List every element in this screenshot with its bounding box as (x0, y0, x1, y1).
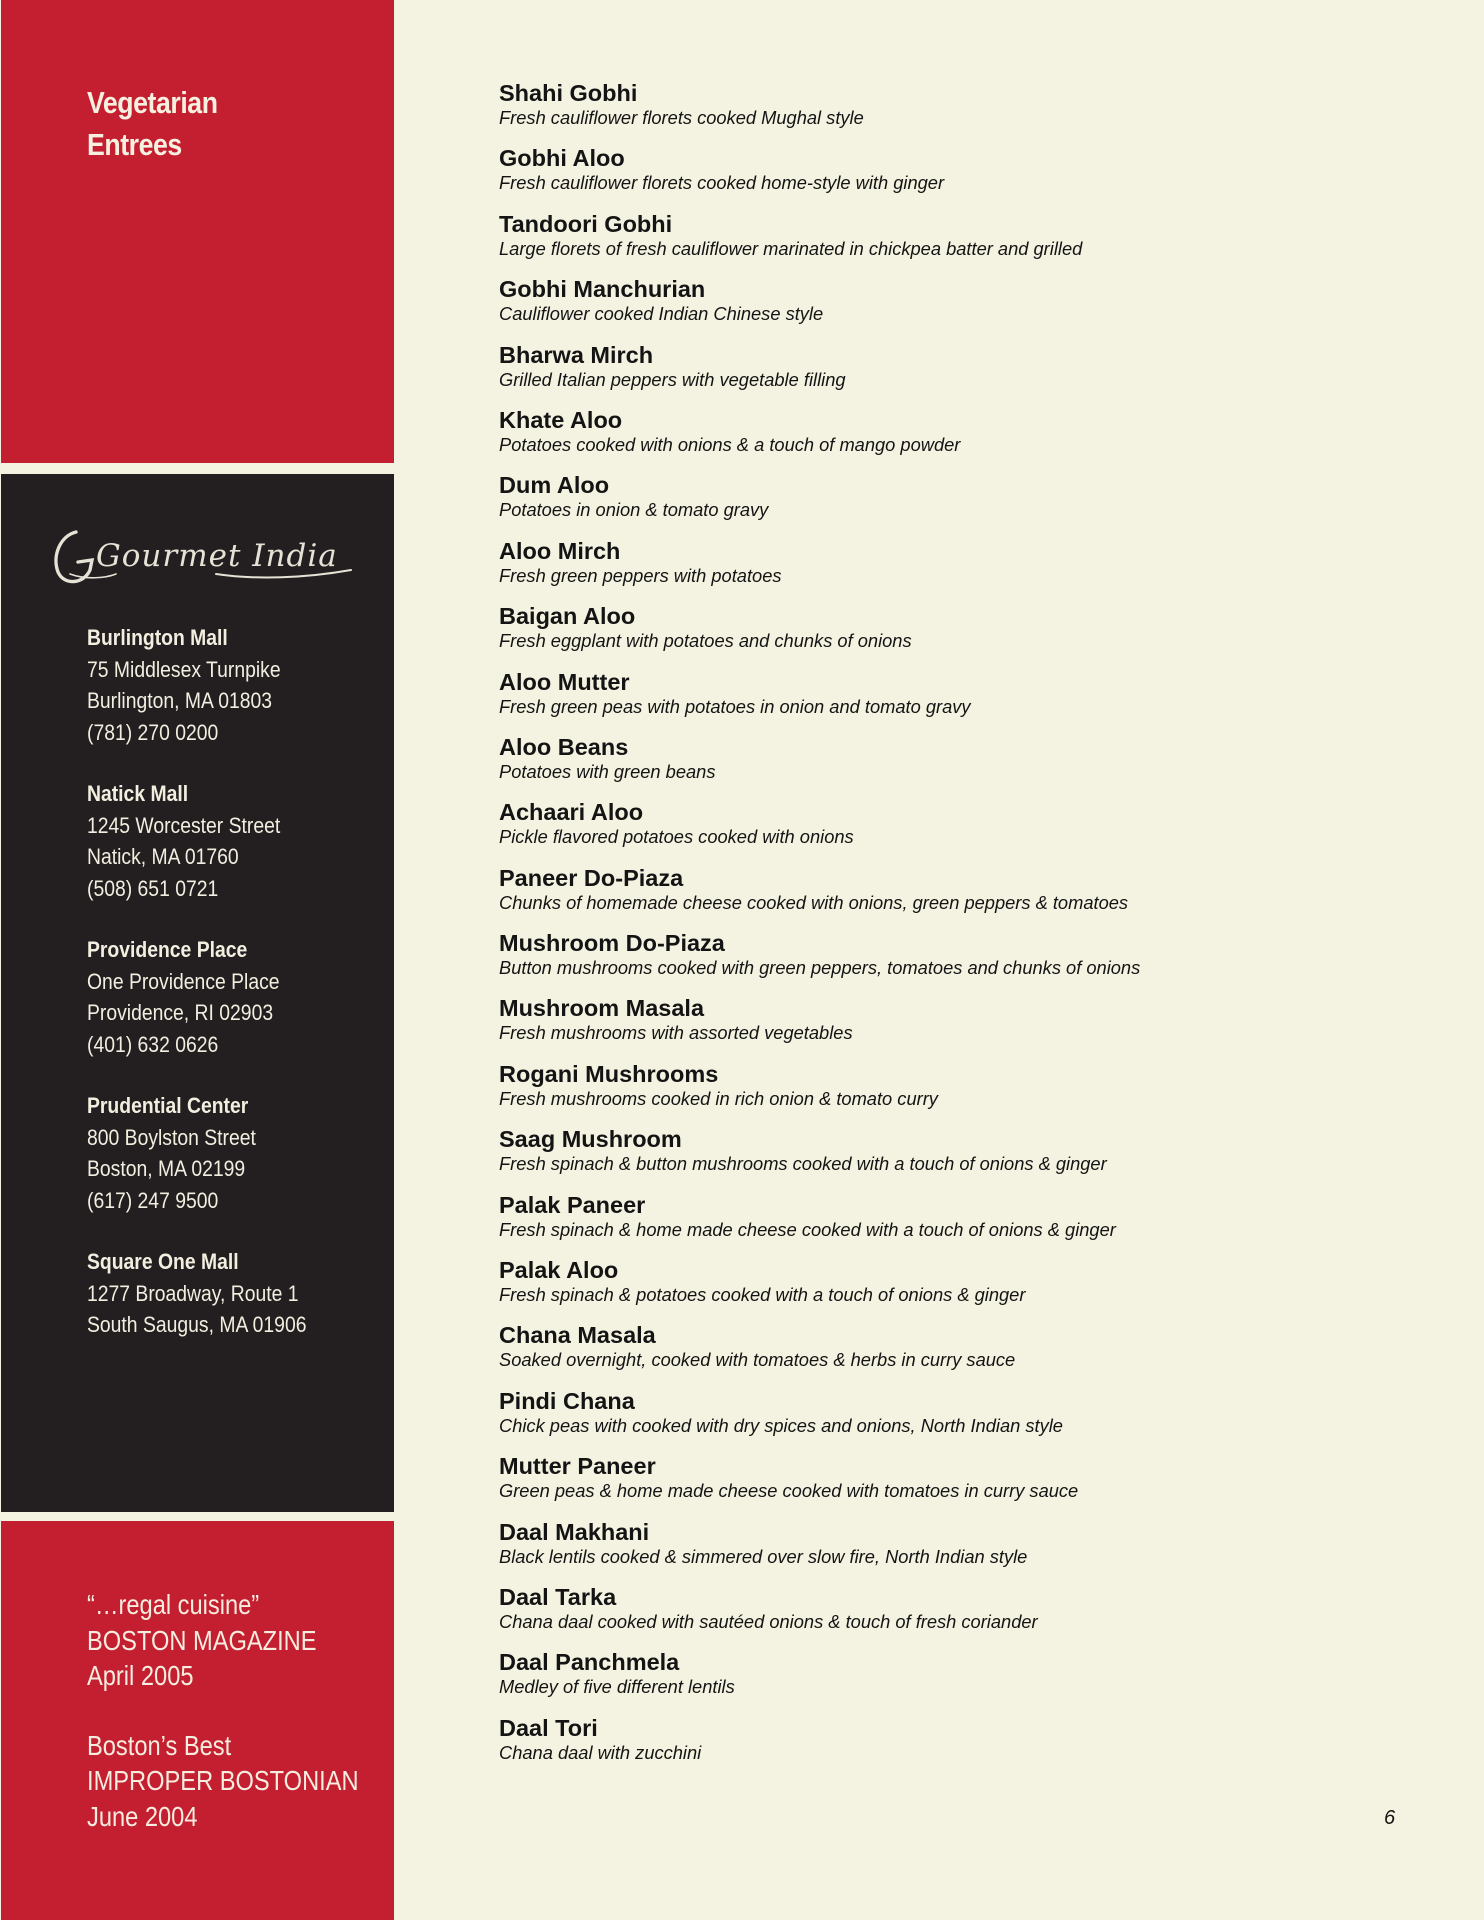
menu-item-name: Chana Masala (499, 1322, 656, 1349)
quote-date: June 2004 (87, 1800, 198, 1832)
location-natick (87, 778, 387, 904)
menu-item (499, 1715, 1459, 1780)
location-phone: (401) 632 0626 (87, 1031, 219, 1057)
section-title (87, 82, 218, 166)
location-phone: (508) 651 0721 (87, 875, 219, 901)
menu-item-description: Fresh cauliflower florets cooked Mughal style (499, 107, 864, 128)
menu-item (499, 799, 1459, 864)
menu-item-description: Fresh green peppers with potatoes (499, 564, 782, 586)
quote-source: BOSTON MAGAZINE (87, 1624, 317, 1656)
menu-item (499, 603, 1459, 668)
menu-item (499, 1649, 1459, 1714)
location-name: Prudential Center (87, 1093, 249, 1118)
location-phone: (781) 270 0200 (87, 719, 219, 745)
location-name: Square One Mall (87, 1249, 239, 1274)
press-quotes (87, 1587, 387, 1868)
menu-item-name: Aloo Beans (499, 733, 629, 760)
gourmet-india-logo (46, 514, 356, 594)
press-quote (87, 1728, 387, 1835)
quote-date: April 2005 (87, 1660, 194, 1691)
location-prudential (87, 1090, 387, 1216)
menu-item-name: Mutter Paneer (499, 1453, 656, 1480)
press-quote (87, 1587, 387, 1694)
menu-item-name: Aloo Mirch (499, 537, 621, 564)
menu-item-name: Khate Aloo (499, 406, 623, 433)
menu-item (499, 734, 1459, 799)
menu-item (499, 1453, 1459, 1518)
location-name: Natick Mall (87, 781, 189, 806)
menu-item-name: Bharwa Mirch (499, 341, 654, 368)
location-address-line: 800 Boylston Street (87, 1124, 256, 1150)
menu-item (499, 472, 1459, 537)
menu-item-description: Pickle flavored potatoes cooked with onions (499, 826, 854, 848)
menu-item-description: Cauliflower cooked Indian Chinese style (499, 303, 824, 325)
section-header-panel (1, 0, 394, 463)
menu-item (499, 1322, 1459, 1387)
menu-item (499, 1257, 1459, 1322)
menu-item (499, 1126, 1459, 1191)
menu-item-name: Shahi Gobhi (499, 80, 638, 106)
quote-source: IMPROPER BOSTONIAN (87, 1765, 359, 1796)
menu-item-description: Chana daal with zucchini (499, 1741, 702, 1763)
menu-item-name: Tandoori Gobhi (499, 210, 673, 237)
menu-item-description: Fresh eggplant with potatoes and chunks of onions (499, 630, 912, 652)
section-title-line: Vegetarian (87, 85, 218, 120)
quote-text: “…regal cuisine” (87, 1589, 260, 1620)
menu-list (499, 80, 1459, 1780)
menu-item-name: Achaari Aloo (499, 799, 644, 826)
menu-item-name: Palak Paneer (499, 1191, 646, 1218)
location-address-line: Natick, MA 01760 (87, 844, 239, 869)
menu-item (499, 1061, 1459, 1126)
menu-item-description: Potatoes cooked with onions & a touch of mango powder (499, 433, 961, 455)
menu-item (499, 538, 1459, 603)
menu-item (499, 342, 1459, 407)
menu-item (499, 669, 1459, 734)
menu-item-name: Gobhi Manchurian (499, 276, 706, 303)
location-name: Burlington Mall (87, 625, 228, 650)
menu-item-name: Daal Tori (499, 1714, 598, 1741)
location-burlington (87, 622, 387, 748)
location-phone: (617) 247 9500 (87, 1187, 219, 1213)
menu-item-name: Paneer Do-Piaza (499, 864, 684, 891)
menu-item-description: Medley of five different lentils (499, 1676, 735, 1698)
menu-item (499, 1584, 1459, 1649)
menu-item-name: Baigan Aloo (499, 603, 636, 630)
menu-item-name: Daal Makhani (499, 1518, 650, 1545)
menu-item (499, 211, 1459, 276)
menu-item-description: Fresh spinach & home made cheese cooked with a touch of onions & ginger (499, 1218, 1116, 1240)
menu-item-description: Fresh green peas with potatoes in onion and tomato gravy (499, 695, 971, 717)
menu-item-description: Fresh spinach & potatoes cooked with a touch of onions & ginger (499, 1284, 1026, 1306)
menu-item-description: Potatoes in onion & tomato gravy (499, 499, 769, 521)
locations-list (87, 622, 387, 1371)
menu-item-name: Palak Aloo (499, 1257, 619, 1284)
menu-item-name: Gobhi Aloo (499, 145, 625, 172)
menu-item-description: Button mushrooms cooked with green peppers, tomatoes and chunks of onions (499, 957, 1141, 979)
location-square-one (87, 1246, 387, 1341)
location-address-line: Providence, RI 02903 (87, 1000, 274, 1025)
menu-item-description: Chana daal cooked with sautéed onions & touch of fresh coriander (499, 1610, 1038, 1632)
menu-item-name: Rogani Mushrooms (499, 1060, 719, 1087)
menu-item (499, 276, 1459, 341)
location-address-line: South Saugus, MA 01906 (87, 1312, 307, 1337)
menu-item-description: Green peas & home made cheese cooked with tomatoes in curry sauce (499, 1480, 1079, 1502)
menu-item-description: Grilled Italian peppers with vegetable filling (499, 368, 846, 390)
menu-item-name: Pindi Chana (499, 1387, 635, 1414)
menu-item-description: Large florets of fresh cauliflower marinated in chickpea batter and grilled (499, 237, 1083, 259)
location-address-line: Boston, MA 02199 (87, 1156, 246, 1181)
quote-text: Boston’s Best (87, 1729, 232, 1761)
menu-item-name: Daal Panchmela (499, 1649, 680, 1676)
menu-item-description: Black lentils cooked & simmered over slow fire, North Indian style (499, 1545, 1028, 1567)
menu-item-description: Potatoes with green beans (499, 760, 716, 782)
location-providence (87, 934, 387, 1060)
menu-item-description: Chunks of homemade cheese cooked with onions, green peppers & tomatoes (499, 891, 1129, 913)
menu-item-description: Soaked overnight, cooked with tomatoes & herbs in curry sauce (499, 1349, 1016, 1371)
menu-item (499, 80, 1459, 145)
menu-item (499, 1388, 1459, 1453)
location-address-line: One Providence Place (87, 968, 280, 994)
section-title-line: Entrees (87, 127, 182, 162)
menu-item-name: Dum Aloo (499, 472, 610, 499)
menu-item (499, 407, 1459, 472)
location-address-line: 75 Middlesex Turnpike (87, 656, 281, 682)
page-number: 6 (1384, 1807, 1396, 1829)
menu-item (499, 930, 1459, 995)
location-address-line: 1245 Worcester Street (87, 812, 281, 838)
menu-item (499, 1519, 1459, 1584)
menu-item-name: Mushroom Masala (499, 995, 705, 1022)
menu-item-description: Fresh spinach & button mushrooms cooked with a touch of onions & ginger (499, 1153, 1107, 1175)
menu-item-description: Chick peas with cooked with dry spices and onions, North Indian style (499, 1414, 1063, 1436)
menu-item (499, 865, 1459, 930)
location-address-line: Burlington, MA 01803 (87, 688, 273, 713)
left-column (0, 0, 394, 1920)
menu-item-description: Fresh mushrooms with assorted vegetables (499, 1022, 853, 1044)
menu-item (499, 145, 1459, 210)
menu-item-name: Saag Mushroom (499, 1126, 682, 1153)
menu-item-description: Fresh mushrooms cooked in rich onion & tomato curry (499, 1087, 938, 1109)
location-name: Providence Place (87, 937, 248, 962)
menu-item-name: Aloo Mutter (499, 668, 630, 695)
location-address-line: 1277 Broadway, Route 1 (87, 1280, 299, 1306)
menu-item (499, 1192, 1459, 1257)
menu-item (499, 995, 1459, 1060)
menu-item-name: Daal Tarka (499, 1583, 617, 1610)
menu-item-name: Mushroom Do-Piaza (499, 930, 725, 957)
menu-item-description: Fresh cauliflower florets cooked home-style with ginger (499, 172, 945, 194)
logo-text: Gourmet India (96, 538, 338, 574)
